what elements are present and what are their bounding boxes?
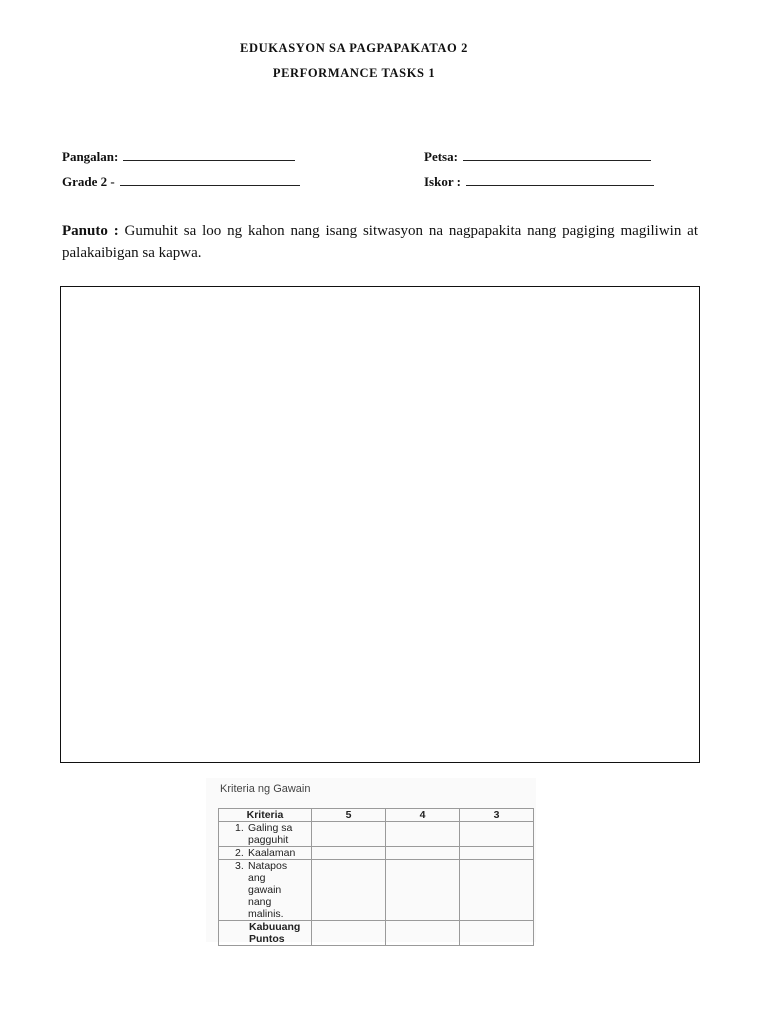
score-field: [424, 174, 654, 190]
rubric-criterion-1-line-1: Galing sa: [248, 822, 293, 834]
score-cell[interactable]: [460, 921, 534, 946]
rubric-criterion-3-number: 3.: [235, 860, 244, 872]
date-blank[interactable]: [463, 149, 651, 161]
rubric-row-2: [219, 847, 534, 860]
date-label: Petsa:: [424, 149, 458, 164]
rubric-criterion-3-line-4: nang: [248, 896, 272, 908]
score-cell[interactable]: [460, 847, 534, 860]
score-label: Iskor :: [424, 174, 461, 189]
rubric-header-3: 3: [460, 809, 534, 822]
rubric-total-row: [219, 921, 534, 946]
grade-blank[interactable]: [120, 174, 300, 186]
date-field: [424, 149, 651, 165]
score-blank[interactable]: [466, 174, 654, 186]
score-cell[interactable]: [386, 921, 460, 946]
rubric-row-1: [219, 822, 534, 847]
rubric-table: [218, 808, 534, 946]
grade-field: [62, 174, 300, 190]
rubric-criterion-2-line-1: Kaalaman: [248, 847, 296, 859]
score-cell[interactable]: [312, 860, 386, 921]
score-cell[interactable]: [386, 860, 460, 921]
rubric-criterion-1-line-2: pagguhit: [248, 834, 289, 846]
rubric-criterion-3-line-5: malinis.: [248, 908, 284, 920]
name-field: [62, 149, 295, 165]
name-blank[interactable]: [123, 149, 295, 161]
page-title: EDUKASYON SA PAGPAPAKATAO 2: [240, 41, 468, 55]
score-cell[interactable]: [312, 847, 386, 860]
score-cell[interactable]: [386, 822, 460, 847]
rubric-row-3: [219, 860, 534, 921]
rubric-criterion-3: [219, 860, 312, 921]
score-cell[interactable]: [460, 822, 534, 847]
instructions-lead: Panuto :: [62, 223, 119, 239]
score-cell[interactable]: [460, 860, 534, 921]
rubric-header-5: 5: [312, 809, 386, 822]
rubric-header-row: [219, 809, 534, 822]
rubric-title: Kriteria ng Gawain: [220, 783, 311, 795]
rubric-total-line-2: Puntos: [249, 933, 285, 945]
instructions: [62, 220, 698, 264]
rubric-criterion-2: [219, 847, 312, 860]
score-cell[interactable]: [312, 822, 386, 847]
rubric-header-4: 4: [386, 809, 460, 822]
rubric-total-line-1: Kabuuang: [249, 921, 301, 933]
score-cell[interactable]: [386, 847, 460, 860]
rubric-criterion-1: [219, 822, 312, 847]
rubric: [206, 778, 536, 945]
rubric-criterion-3-line-1: Natapos: [248, 860, 288, 872]
rubric-criterion-1-number: 1.: [235, 822, 244, 834]
name-label: Pangalan:: [62, 149, 119, 164]
rubric-criterion-3-line-3: gawain: [248, 884, 282, 896]
grade-label: Grade 2 -: [62, 174, 115, 189]
instructions-text: Gumuhit sa loo ng kahon nang isang sitwasyon na nagpapakita nang pagiging magiliwin at palakaibigan sa kapwa.: [62, 223, 698, 261]
rubric-criterion-3-line-2: ang: [248, 872, 266, 884]
score-cell[interactable]: [312, 921, 386, 946]
page-subtitle: PERFORMANCE TASKS 1: [272, 66, 436, 80]
rubric-total-label: [219, 921, 312, 946]
rubric-header-criteria: Kriteria: [219, 809, 312, 822]
drawing-box[interactable]: [60, 286, 700, 763]
rubric-criterion-2-number: 2.: [235, 847, 244, 859]
